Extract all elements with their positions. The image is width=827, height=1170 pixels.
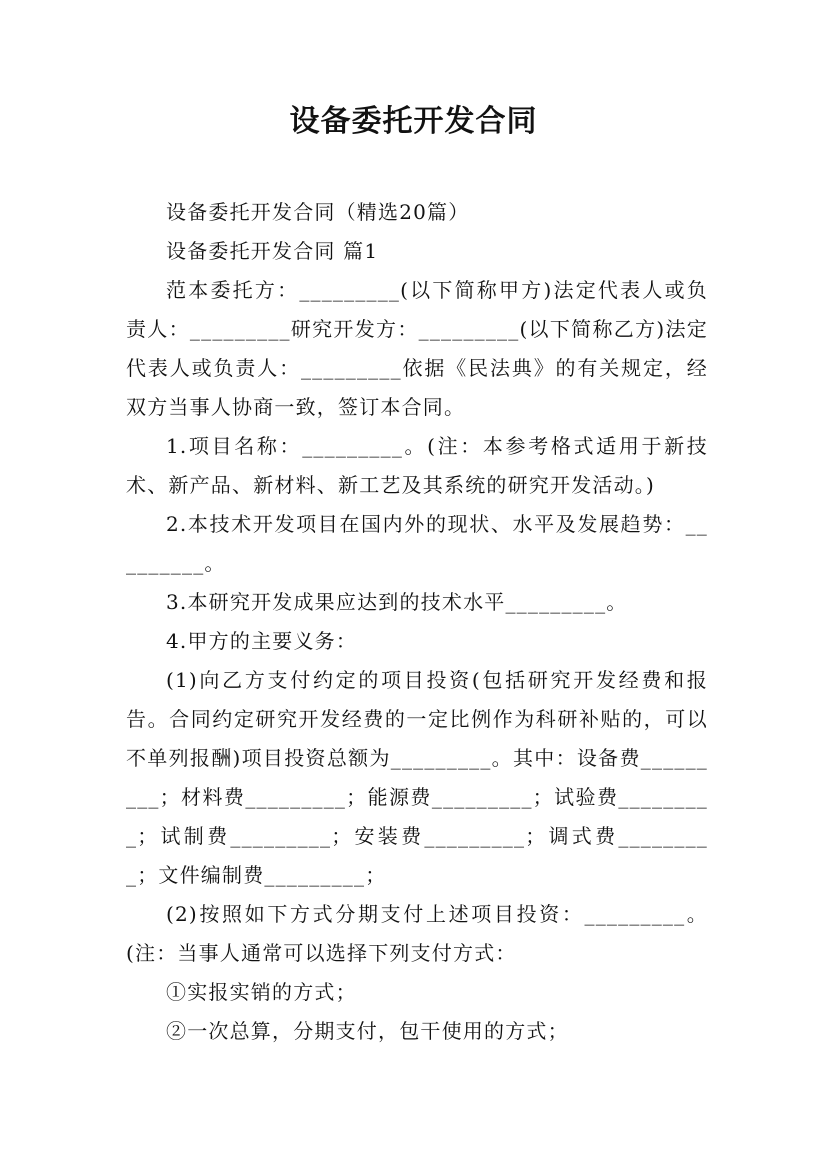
paragraph-item-3: 3.本研究开发成果应达到的技术水平_________。: [166, 590, 628, 614]
document-title: 设备委托开发合同: [289, 104, 538, 139]
document-body: [126, 193, 708, 1051]
paragraph-option-2: ②一次总算，分期支付，包干使用的方式；: [166, 1019, 569, 1043]
paragraph-item-2: 2.本技术开发项目在国内外的现状、水平及发展趋势：_________。: [126, 512, 708, 575]
paragraph-subtitle: 设备委托开发合同（精选20篇）: [166, 200, 470, 224]
paragraph-option-1: ①实报实销的方式；: [166, 980, 357, 1004]
paragraph-item-4-1: (1)向乙方支付约定的项目投资(包括研究开发经费和报告。合同约定研究开发经费的一定比例作为科研补贴的，可以不单列报酬)项目投资总额为_________。其中：设备费_________；材料费_________；能源费_________；试验费_________；试制费_________；安装费_________；调式费_________；文件编制费_________；: [126, 668, 708, 887]
paragraph-item-1: 1.项目名称：_________。(注：本参考格式适用于新技术、新产品、新材料、新工艺及其系统的研究开发活动。): [126, 434, 708, 497]
paragraph-item-4: 4.甲方的主要义务：: [166, 629, 358, 653]
paragraph-section-heading: 设备委托开发合同 篇1: [166, 239, 379, 263]
paragraph-item-4-2: (2)按照如下方式分期支付上述项目投资：_________。(注：当事人通常可以选择下列支付方式：: [126, 902, 708, 965]
paragraph-parties: 范本委托方：_________(以下简称甲方)法定代表人或负责人：_________研究开发方：_________(以下简称乙方)法定代表人或负责人：_________依据《民法典》的有关规定，经双方当事人协商一致，签订本合同。: [126, 278, 708, 419]
